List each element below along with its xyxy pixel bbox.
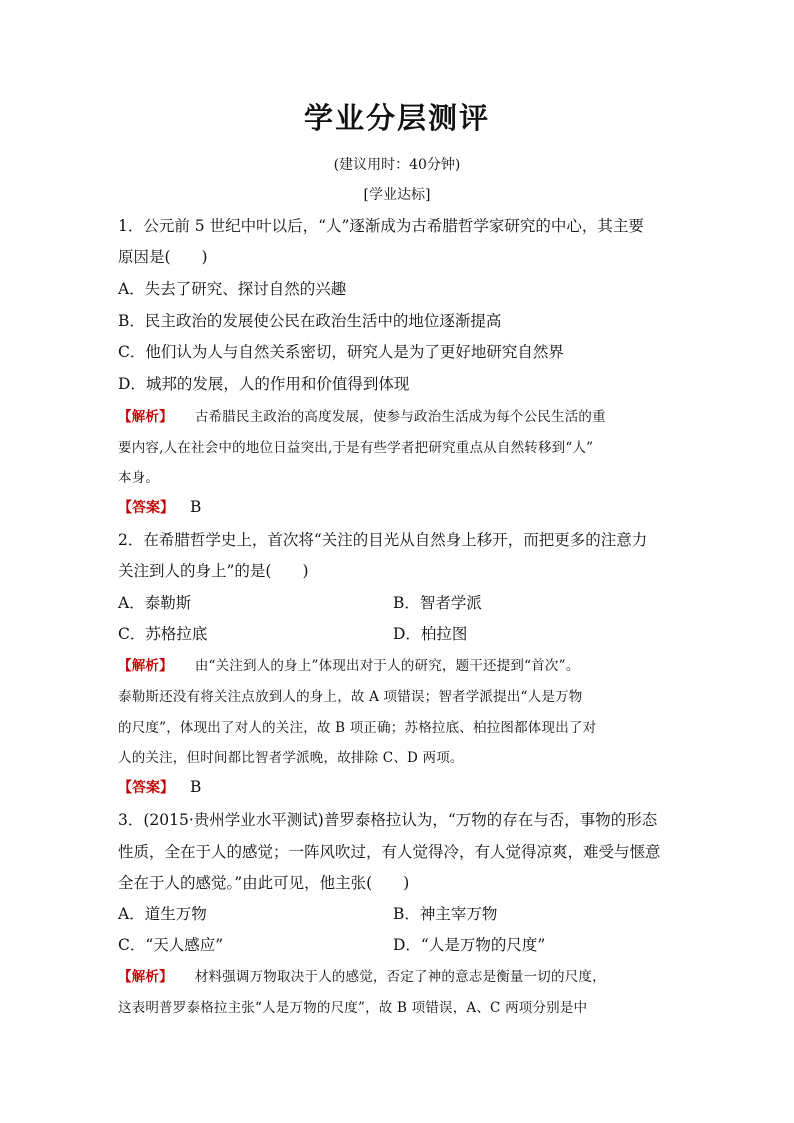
option-c: C．“天人感应” (118, 936, 224, 954)
analysis-text: 本身。 (118, 470, 160, 486)
question-stem: 3．(2015·贵州学业水平测试)普罗泰格拉认为，“万物的存在与否，事物的形态 (118, 811, 658, 829)
option-c: C．他们认为人与自然关系密切，研究人是为了更好地研究自然界 (118, 343, 564, 361)
analysis-text: 【解析】 古希腊民主政治的高度发展，使参与政治生活成为每个公民生活的重 (118, 409, 606, 425)
question-stem: 全在于人的感觉。”由此可见，他主张( ) (118, 874, 410, 892)
option-a: A．道生万物 (118, 905, 207, 923)
option-c: C．苏格拉底 (118, 625, 208, 643)
answer-label: 【答案】 (118, 500, 174, 516)
option-b: B．神主宰万物 (393, 905, 498, 923)
analysis-label: 【解析】 (118, 409, 173, 425)
answer-line (118, 497, 688, 517)
analysis-text: 【解析】 材料强调万物取决于人的感觉，否定了神的意志是衡量一切的尺度， (118, 969, 606, 985)
question-stem: 性质，全在于人的感觉；一阵风吹过，有人觉得冷，有人觉得凉爽，难受与惬意 (118, 843, 661, 861)
option-b: B．民主政治的发展使公民在政治生活中的地位逐渐提高 (118, 312, 502, 330)
analysis-text: 人的关注，但时间都比智者学派晚，故排除 C、D 两项。 (118, 750, 464, 766)
analysis-text: 的尺度”，体现出了对人的关注，故 B 项正确；苏格拉底、柏拉图都体现出了对 (118, 720, 597, 736)
analysis-text: 要内容,人在社会中的地位日益突出,于是有些学者把研究重点从自然转移到“人” (118, 440, 594, 456)
answer-value: B (190, 498, 202, 516)
option-a: A．失去了研究、探讨自然的兴趣 (118, 280, 347, 298)
option-a: A．泰勒斯 (118, 594, 192, 612)
option-d: D．城邦的发展，人的作用和价值得到体现 (118, 375, 410, 393)
analysis-label: 【解析】 (118, 969, 173, 985)
answer-label: 【答案】 (118, 780, 174, 796)
option-d: D．“人是万物的尺度” (393, 936, 546, 954)
analysis-text: 泰勒斯还没有将关注点放到人的身上，故 A 项错误；智者学派提出“人是万物 (118, 689, 583, 705)
section-heading: [学业达标] (363, 187, 431, 203)
page-title: 学业分层测评 (303, 101, 490, 135)
question-stem: 1．公元前 5 世纪中叶以后，“人”逐渐成为古希腊哲学家研究的中心，其主要 (118, 217, 644, 235)
option-b: B．智者学派 (393, 594, 482, 612)
question-stem: 2．在希腊哲学史上，首次将“关注的目光从自然身上移开，而把更多的注意力 (118, 531, 648, 549)
analysis-text: 【解析】 由“关注到人的身上”体现出对于人的研究，题干还提到“首次”。 (118, 658, 580, 674)
time-suggestion: (建议用时：40分钟) (333, 157, 461, 173)
question-stem: 关注到人的身上”的是( ) (118, 562, 309, 580)
answer-value: B (190, 778, 202, 796)
option-d: D．柏拉图 (393, 625, 468, 643)
answer-line (118, 777, 688, 797)
analysis-label: 【解析】 (118, 658, 173, 674)
question-stem: 原因是( ) (118, 248, 208, 266)
analysis-text: 这表明普罗泰格拉主张“人是万物的尺度”，故 B 项错误，A、C 两项分别是中 (118, 1000, 588, 1016)
